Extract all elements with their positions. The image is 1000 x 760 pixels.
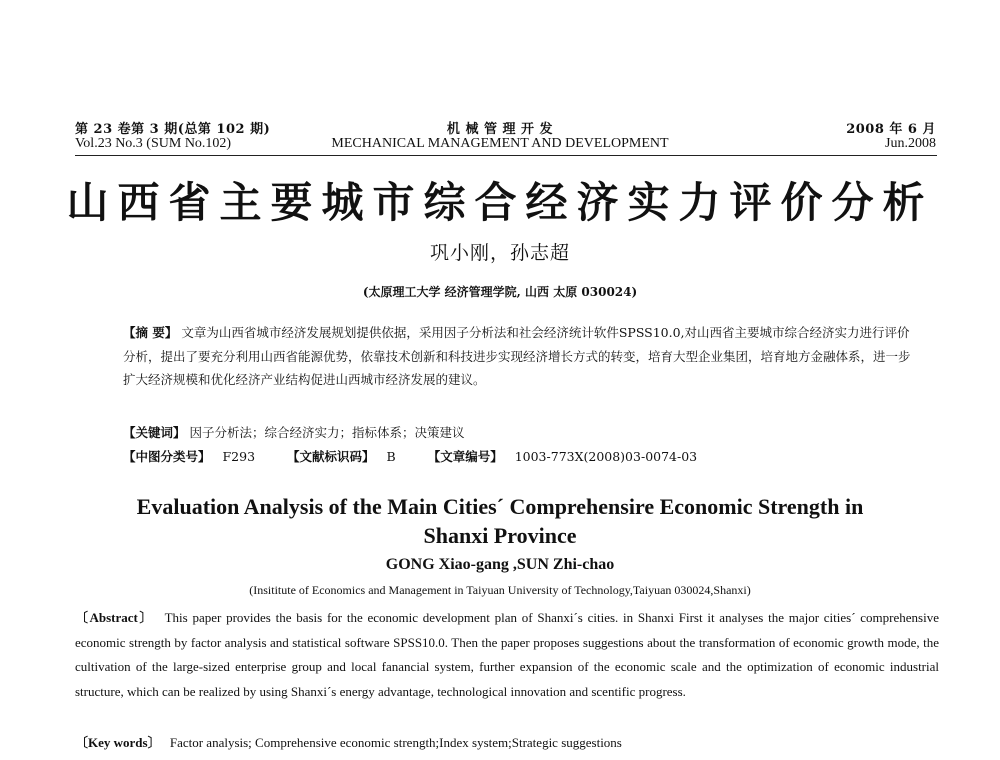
clc-value: F293	[222, 449, 256, 464]
abstract-cn-label: 【摘 要】	[123, 325, 178, 340]
authors-cn: 巩小刚，孙志超	[429, 242, 570, 264]
clc-label: 【中图分类号】	[123, 449, 211, 464]
header-rule	[75, 155, 937, 156]
doc-code-label: 【文献标识码】	[287, 449, 375, 464]
journal-name-cn: 机 械 管 理 开 发	[446, 122, 554, 137]
abstract-cn	[123, 321, 913, 392]
abstract-en	[75, 606, 939, 704]
article-no-value: 1003-773X(2008)03-0074-03	[514, 449, 698, 464]
article-no-label: 【文章编号】	[427, 449, 503, 464]
paper-title-cn: 山西省主要城市综合经济实力评价分析	[66, 178, 934, 227]
journal-date-cn: 2008 年 6 月	[846, 122, 936, 137]
journal-name-en: MECHANICAL MANAGEMENT AND DEVELOPMENT	[331, 136, 669, 151]
authors-en: GONG Xiao-gang ,SUN Zhi-chao	[385, 556, 615, 573]
journal-volume-en: Vol.23 No.3 (SUM No.102)	[75, 136, 232, 151]
abstract-en-text: This paper provides the basis for the economic development plan of Shanxi´s cities. in Shanxi First it analyses the major cities´ comprehensive economic strength by factor analysis and statistical software SPSS10.0. Then the paper proposes suggestions about the transformation of economic growth mode, the cultivation of the large-sized enterprise group and local fanancial system, further expansion of the economic scale and the optimization of economic industrial structure, which can be realized by using Shanxi´s energy advantage, technological innovation and scentific progress.	[75, 610, 939, 699]
doc-code-value: B	[386, 449, 396, 464]
affiliation-en: (Insititute of Economics and Management in Taiyuan University of Technology,Taiyuan 030024,Shanxi)	[249, 583, 751, 597]
keywords-cn	[123, 421, 465, 445]
keywords-cn-label: 【关键词】	[123, 425, 186, 440]
abstract-cn-text: 文章为山西省城市经济发展规划提供依据，采用因子分析法和社会经济统计软件SPSS10.0,对山西省主要城市综合经济实力进行评价分析，提出了要充分利用山西省能源优势，依靠技术创新和科技进步实现经济增长方式的转变，培育大型企业集团，培育地方金融体系，进一步扩大经济规模和优化经济产业结构促进山西城市经济发展的建议。	[123, 325, 911, 387]
journal-date-en: Jun.2008	[885, 136, 936, 151]
paper-title-en	[0, 492, 1000, 550]
journal-volume-cn: 第 23 卷第 3 期(总第 102 期)	[75, 122, 271, 137]
keywords-en-text: Factor analysis; Comprehensive economic strength;Index system;Strategic suggestions	[169, 735, 622, 750]
paper-title-en-line2: Shanxi Province	[423, 523, 577, 548]
abstract-en-label: 〔Abstract〕	[75, 610, 154, 625]
classification-line	[123, 445, 697, 469]
paper-title-en-line1: Evaluation Analysis of the Main Cities´ Comprehensire Economic Strength in	[136, 494, 864, 519]
keywords-cn-text: 因子分析法；综合经济实力；指标体系；决策建议	[189, 425, 465, 440]
affiliation-cn: (太原理工大学 经济管理学院, 山西 太原 030024)	[362, 285, 638, 299]
keywords-en-label: 〔Key words〕	[75, 735, 161, 750]
keywords-en	[75, 732, 622, 751]
